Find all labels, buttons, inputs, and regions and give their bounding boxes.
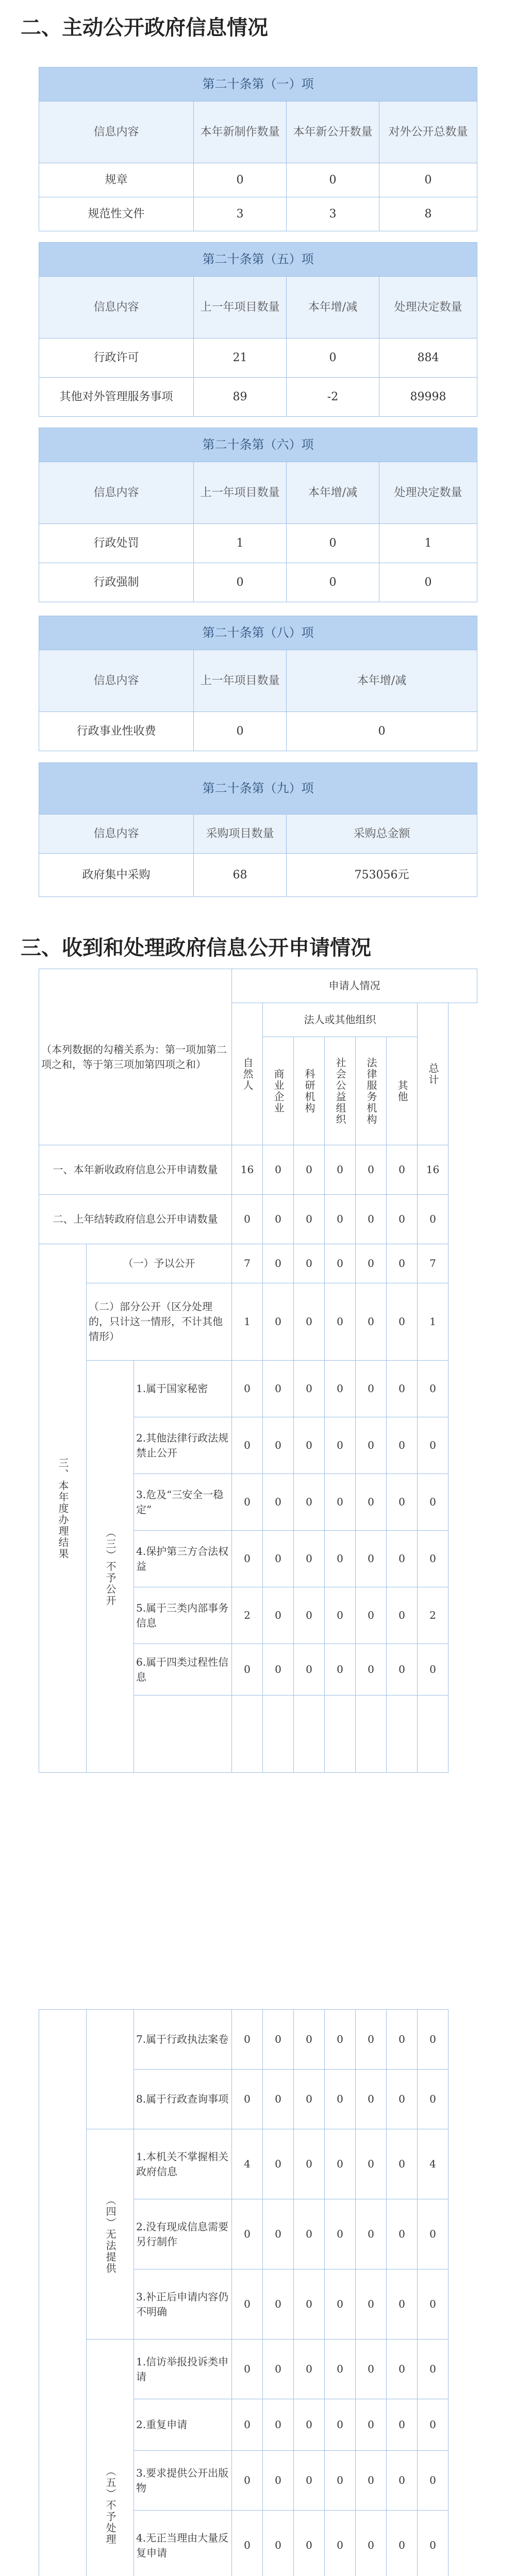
row-label: 8.属于行政查询事项 [134, 2070, 232, 2129]
part3-label [39, 1244, 87, 1773]
table-row [39, 1195, 477, 1244]
cell: 0 [287, 563, 379, 602]
cell: 0 [287, 163, 379, 197]
cell: 0 [325, 2070, 356, 2129]
cell: 2 [418, 1587, 448, 1644]
t9-col-1: 采购项目数量 [194, 815, 287, 854]
cell: 0 [294, 1283, 325, 1361]
t9-col-2: 采购总金额 [287, 815, 477, 854]
cell: 0 [232, 2199, 263, 2269]
t1-col-2: 本年新公开数量 [287, 101, 379, 163]
cell: 3 [287, 197, 379, 231]
table-row [39, 2129, 477, 2199]
t8-col-0: 信息内容 [39, 650, 194, 712]
blank-cell [39, 2010, 87, 2576]
table-applications-part2 [39, 2009, 477, 2576]
cell: 0 [387, 2340, 418, 2399]
cell: 0 [232, 1474, 263, 1531]
cell: 0 [387, 2269, 418, 2340]
cell: 0 [294, 1474, 325, 1531]
table-row [39, 1244, 477, 1283]
blank-cell [263, 1696, 294, 1773]
cell: 0 [325, 2451, 356, 2511]
table-article-20-9 [39, 762, 477, 897]
cell: 0 [325, 1195, 356, 1244]
cell: 0 [325, 2129, 356, 2199]
t5-col-2: 本年增/减 [287, 277, 379, 338]
cell: 0 [387, 1587, 418, 1644]
t9-col-0: 信息内容 [39, 815, 194, 854]
group5-text: （五）不予处理 [104, 2465, 117, 2545]
row-label: 1.本机关不掌握相关政府信息 [134, 2129, 232, 2199]
cell: 0 [356, 1531, 387, 1587]
cell: 0 [356, 2340, 387, 2399]
cell: 0 [418, 2511, 448, 2576]
cell: 0 [418, 1474, 448, 1531]
cell: 0 [387, 1283, 418, 1361]
cell: 0 [356, 1145, 387, 1195]
cell: 0 [418, 1417, 448, 1474]
cell: 0 [418, 2451, 448, 2511]
cell: 0 [294, 1531, 325, 1587]
table-row [39, 712, 477, 751]
cell: 0 [294, 2269, 325, 2340]
cell: 0 [263, 2129, 294, 2199]
cell: 其他对外管理服务事项 [39, 378, 194, 417]
natural-person-cell [232, 1003, 263, 1145]
cell: 0 [418, 2010, 448, 2070]
t6-col-2: 本年增/减 [287, 462, 379, 524]
cell: 行政强制 [39, 563, 194, 602]
cell: 0 [418, 2269, 448, 2340]
cell: 0 [325, 1474, 356, 1531]
cell: 0 [356, 2070, 387, 2129]
sub-col-other: 其他 [396, 1079, 409, 1103]
cell: 1 [194, 524, 287, 563]
table-row [39, 2340, 477, 2399]
legal-person-header: 法人或其他组织 [263, 1003, 418, 1037]
blank-cell [356, 1696, 387, 1773]
cell: 0 [294, 1244, 325, 1283]
t1-col-3: 对外公开总数量 [379, 101, 477, 163]
cell: 0 [263, 1244, 294, 1283]
cell: 行政处罚 [39, 524, 194, 563]
sub-col-public-welfare: 社会公益组织 [334, 1057, 347, 1125]
cell: 0 [263, 1361, 294, 1417]
cell: 0 [232, 2340, 263, 2399]
cell: 0 [418, 1531, 448, 1587]
cell: 2 [232, 1587, 263, 1644]
row-label: 2.其他法律行政法规禁止公开 [134, 1417, 232, 1474]
cell: 0 [232, 1644, 263, 1696]
cell: 0 [325, 1587, 356, 1644]
cell: 0 [263, 1283, 294, 1361]
cell: 0 [356, 1195, 387, 1244]
row-label: （一）予以公开 [87, 1244, 232, 1283]
cell: 8 [379, 197, 477, 231]
cell: 0 [356, 1361, 387, 1417]
group4-label [87, 2129, 134, 2340]
cell: 0 [263, 1587, 294, 1644]
cell: 0 [325, 1283, 356, 1361]
table-row [39, 197, 477, 231]
t1-col-0: 信息内容 [39, 101, 194, 163]
table-row [39, 563, 477, 602]
cell: 0 [294, 2451, 325, 2511]
sub-col-business: 商业企业 [272, 1068, 285, 1114]
cell: 68 [194, 854, 287, 897]
cell: 1 [418, 1283, 448, 1361]
section-3-title: 三、收到和处理政府信息公开申请情况 [21, 936, 371, 960]
cell: 0 [387, 1531, 418, 1587]
cell: 0 [387, 1195, 418, 1244]
row-label: 3.补正后申请内容仍不明确 [134, 2269, 232, 2340]
cell: 行政许可 [39, 338, 194, 378]
blank-cell [232, 1696, 263, 1773]
table-row [39, 854, 477, 897]
cell: 89998 [379, 378, 477, 417]
cell: 0 [294, 1644, 325, 1696]
cell: 4 [232, 2129, 263, 2199]
natural-person-header: 自然人 [241, 1057, 254, 1091]
blank-cell [134, 1696, 232, 1773]
t8-col-1: 上一年项目数量 [194, 650, 287, 712]
cell: 0 [418, 1361, 448, 1417]
table-row [39, 338, 477, 378]
cell: 0 [263, 2399, 294, 2451]
cell: 0 [325, 1531, 356, 1587]
cell: 0 [263, 2269, 294, 2340]
cell: 0 [387, 2010, 418, 2070]
table-row [39, 163, 477, 197]
cell: 0 [263, 1531, 294, 1587]
cell: 0 [387, 2399, 418, 2451]
blank-cell [87, 2010, 134, 2129]
cell: 0 [232, 2399, 263, 2451]
cell: 0 [294, 2511, 325, 2576]
t9-header: 第二十条第（九）项 [39, 763, 477, 815]
cell: 规章 [39, 163, 194, 197]
cell: 1 [232, 1283, 263, 1361]
cell: 0 [418, 2199, 448, 2269]
cell: 0 [356, 1244, 387, 1283]
cell: 0 [325, 1361, 356, 1417]
cell: 政府集中采购 [39, 854, 194, 897]
cell: 7 [232, 1244, 263, 1283]
cell: 0 [356, 1283, 387, 1361]
t1-header: 第二十条第（一）项 [39, 67, 477, 101]
cell: 0 [287, 524, 379, 563]
total-cell [418, 1003, 448, 1145]
cell: 0 [294, 1417, 325, 1474]
cell: 0 [387, 2451, 418, 2511]
table-applications-part1 [39, 969, 477, 1773]
cell: 0 [287, 712, 477, 751]
sub-col-cell [263, 1037, 294, 1145]
cell: 0 [387, 1145, 418, 1195]
sub-col-cell [325, 1037, 356, 1145]
cell: 0 [263, 2511, 294, 2576]
t6-header: 第二十条第（六）项 [39, 428, 477, 462]
blank-cell [294, 1696, 325, 1773]
cell: 0 [379, 163, 477, 197]
cell: 0 [194, 563, 287, 602]
cell: 0 [263, 2340, 294, 2399]
cell: 0 [387, 1474, 418, 1531]
table-row [39, 2010, 477, 2070]
row-label: 3.要求提供公开出版物 [134, 2451, 232, 2511]
cell: 0 [263, 2199, 294, 2269]
cell: 0 [294, 1587, 325, 1644]
cell: 0 [356, 1417, 387, 1474]
cell: 0 [325, 2340, 356, 2399]
sub-col-research: 科研机构 [303, 1068, 316, 1114]
table-article-20-1 [39, 67, 477, 231]
row-label: 1.信访举报投诉类申请 [134, 2340, 232, 2399]
cell: 0 [356, 2451, 387, 2511]
t5-col-1: 上一年项目数量 [194, 277, 287, 338]
group4-text: （四）无法提供 [104, 2194, 117, 2274]
t8-col-2: 本年增/减 [287, 650, 477, 712]
total-header: 总计 [427, 1062, 440, 1086]
blank-cell [325, 1696, 356, 1773]
cell: 0 [325, 2511, 356, 2576]
table-row [39, 524, 477, 563]
section-2-title: 二、主动公开政府信息情况 [21, 16, 268, 40]
cell: 1 [379, 524, 477, 563]
row-label: 3.危及“三安全一稳定” [134, 1474, 232, 1531]
cell: 0 [325, 1417, 356, 1474]
cell: 0 [325, 1145, 356, 1195]
cell: 0 [232, 1531, 263, 1587]
applicant-header: 申请人情况 [232, 969, 477, 1003]
cell: 0 [387, 2511, 418, 2576]
table-article-20-6 [39, 428, 477, 602]
sub-col-cell [294, 1037, 325, 1145]
cell: 0 [356, 2399, 387, 2451]
cell: 16 [418, 1145, 448, 1195]
row-label: （二）部分公开（区分处理的，只计这一情形，不计其他情形） [87, 1283, 232, 1361]
cell: 0 [356, 2269, 387, 2340]
cell: 0 [418, 2399, 448, 2451]
cell: 0 [294, 2070, 325, 2129]
cell: 0 [387, 1361, 418, 1417]
cell: 0 [194, 163, 287, 197]
cell: 0 [356, 1644, 387, 1696]
cell: 89 [194, 378, 287, 417]
row-label: 二、上年结转政府信息公开申请数量 [39, 1195, 232, 1244]
cell: 0 [194, 712, 287, 751]
cell: 0 [387, 1244, 418, 1283]
cell: 0 [232, 1195, 263, 1244]
cell: 0 [325, 1244, 356, 1283]
table-row [39, 378, 477, 417]
cell: 0 [387, 2070, 418, 2129]
cell: 0 [263, 2070, 294, 2129]
cell: 0 [356, 2010, 387, 2070]
cell: 0 [263, 2010, 294, 2070]
cell: 0 [294, 1195, 325, 1244]
cell: 0 [387, 2129, 418, 2199]
cell: 规范性文件 [39, 197, 194, 231]
cell: 0 [263, 1145, 294, 1195]
cell: 0 [325, 2399, 356, 2451]
cell: -2 [287, 378, 379, 417]
cell: 0 [418, 2070, 448, 2129]
cell: 0 [325, 2010, 356, 2070]
cell: 0 [232, 2511, 263, 2576]
cell: 0 [232, 2269, 263, 2340]
cell: 7 [418, 1244, 448, 1283]
t6-col-0: 信息内容 [39, 462, 194, 524]
cell: 3 [194, 197, 287, 231]
row-label: 1.属于国家秘密 [134, 1361, 232, 1417]
cell: 0 [294, 1361, 325, 1417]
cell: 0 [387, 1644, 418, 1696]
sub-col-cell [356, 1037, 387, 1145]
sub-col-legal-service: 法律服务机构 [365, 1057, 378, 1125]
t6-col-1: 上一年项目数量 [194, 462, 287, 524]
corner-note: （本列数据的勾稽关系为：第一项加第二项之和，等于第三项加第四项之和） [39, 969, 232, 1145]
table-article-20-8 [39, 616, 477, 751]
cell: 0 [379, 563, 477, 602]
cell: 0 [263, 1417, 294, 1474]
cell: 0 [418, 2340, 448, 2399]
cell: 0 [294, 1145, 325, 1195]
cell: 0 [232, 1417, 263, 1474]
cell: 4 [418, 2129, 448, 2199]
blank-cell [418, 1696, 448, 1773]
cell: 0 [356, 1474, 387, 1531]
t6-col-3: 处理决定数量 [379, 462, 477, 524]
cell: 0 [418, 1644, 448, 1696]
cell: 0 [263, 1474, 294, 1531]
row-label: 4.无正当理由大量反复申请 [134, 2511, 232, 2576]
cell: 0 [356, 2199, 387, 2269]
row-label: 2.重复申请 [134, 2399, 232, 2451]
cell: 0 [387, 1417, 418, 1474]
cell: 0 [387, 2199, 418, 2269]
cell: 0 [263, 2451, 294, 2511]
t5-col-3: 处理决定数量 [379, 277, 477, 338]
cell: 0 [325, 2199, 356, 2269]
table-row [39, 1145, 477, 1195]
row-label: 6.属于四类过程性信息 [134, 1644, 232, 1696]
t5-col-0: 信息内容 [39, 277, 194, 338]
cell: 16 [232, 1145, 263, 1195]
cell: 0 [294, 2199, 325, 2269]
table-row [39, 1283, 477, 1361]
row-label: 7.属于行政执法案卷 [134, 2010, 232, 2070]
cell: 753056元 [287, 854, 477, 897]
cell: 21 [194, 338, 287, 378]
cell: 0 [418, 1195, 448, 1244]
cell: 0 [356, 2511, 387, 2576]
part3-text: 三、本年度办理结果 [57, 1457, 69, 1560]
group3-text: （三）不予公开 [104, 1527, 117, 1606]
row-label: 一、本年新收政府信息公开申请数量 [39, 1145, 232, 1195]
cell: 0 [232, 2010, 263, 2070]
page-gap [0, 1973, 515, 2009]
group3-label [87, 1361, 134, 1773]
t8-header: 第二十条第（八）项 [39, 616, 477, 650]
cell: 0 [356, 1587, 387, 1644]
cell: 0 [294, 2340, 325, 2399]
sub-col-cell [387, 1037, 418, 1145]
cell: 884 [379, 338, 477, 378]
cell: 0 [356, 2129, 387, 2199]
cell: 0 [294, 2129, 325, 2199]
cell: 0 [232, 1361, 263, 1417]
cell: 0 [294, 2399, 325, 2451]
group5-label [87, 2340, 134, 2576]
cell: 0 [325, 2269, 356, 2340]
row-label: 5.属于三类内部事务信息 [134, 1587, 232, 1644]
table-row [39, 1361, 477, 1417]
cell: 行政事业性收费 [39, 712, 194, 751]
row-label: 2.没有现成信息需要另行制作 [134, 2199, 232, 2269]
blank-cell [387, 1696, 418, 1773]
cell: 0 [294, 2010, 325, 2070]
cell: 0 [232, 2451, 263, 2511]
t5-header: 第二十条第（五）项 [39, 243, 477, 277]
cell: 0 [232, 2070, 263, 2129]
cell: 0 [325, 1644, 356, 1696]
row-label: 4.保护第三方合法权益 [134, 1531, 232, 1587]
cell: 0 [263, 1644, 294, 1696]
table-article-20-5 [39, 242, 477, 417]
cell: 0 [263, 1195, 294, 1244]
t1-col-1: 本年新制作数量 [194, 101, 287, 163]
cell: 0 [287, 338, 379, 378]
